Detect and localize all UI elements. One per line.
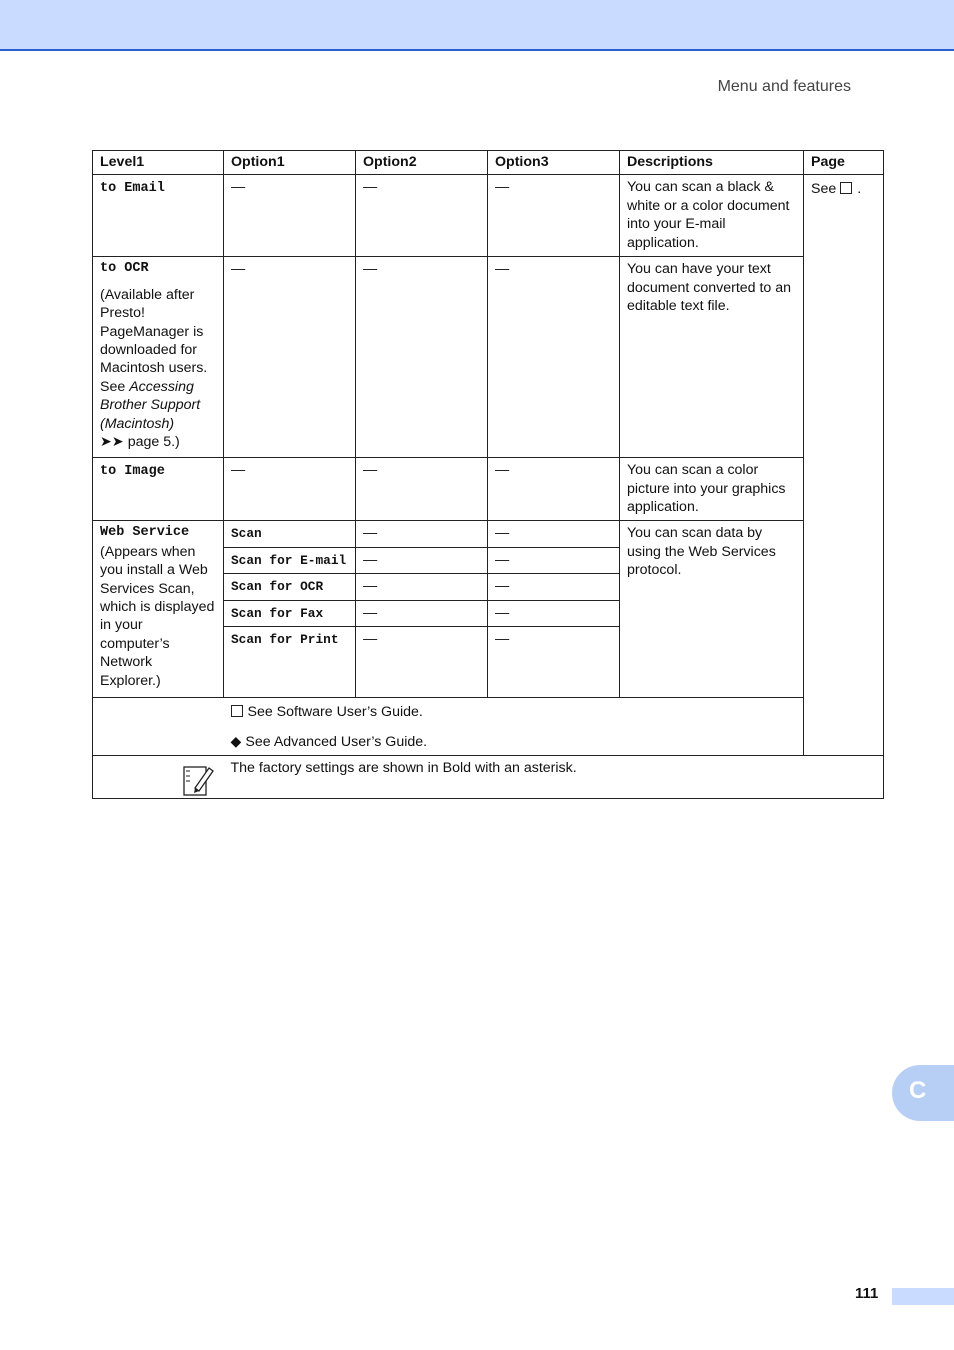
level1-value: Web Service [100,525,190,541]
dash: — [363,261,378,278]
option1-value: Scan for Fax [231,605,324,621]
column-header: Descriptions [620,151,804,175]
legend-software-text: See Software User’s Guide. [247,704,423,721]
book-icon [231,705,243,717]
menu-table [92,150,884,799]
column-header: Option3 [488,151,620,175]
dash: — [231,462,246,479]
dash: — [495,551,510,568]
legend-software [231,703,877,721]
legend-advanced [231,733,877,751]
description: You can scan a black & white or a color document into your E-mail application. [620,175,804,257]
dash: — [495,631,510,648]
dash: — [231,179,246,196]
dash: — [363,631,378,648]
dash: — [363,179,378,196]
legend-row [93,698,884,756]
note-row [93,755,884,798]
dash: — [495,462,510,479]
option1-value: Scan for OCR [231,579,324,595]
level1-value: to OCR [100,261,149,277]
note-link-text: Accessing Brother Support (Macintosh) [100,378,201,432]
table-header-row [93,151,884,175]
dash: — [363,462,378,479]
note-text: The factory settings are shown in Bold with an asterisk. [224,755,884,798]
dash: — [495,261,510,278]
column-header: Level1 [93,151,224,175]
column-header: Option1 [224,151,356,175]
chapter-tab: C [892,1065,954,1121]
dash: — [495,578,510,595]
dash: — [363,604,378,621]
note-pencil-icon [181,762,217,798]
book-icon [840,182,852,194]
page-ref-prefix: See [811,181,841,198]
level1-note [100,286,216,452]
description: You can scan a color picture into your graphics application. [620,458,804,521]
dash: — [495,525,510,542]
table-row [93,458,884,521]
table-row [93,257,884,458]
diamond-icon: ◆ [230,734,242,751]
description: You can scan data by using the Web Services protocol. [620,521,804,698]
column-header: Page [804,151,884,175]
table-row [93,521,884,547]
double-arrow-icon: ➤➤ [100,434,124,451]
level1-value: to Image [100,464,165,480]
option1-value: Scan for E-mail [231,552,347,568]
header-band [0,0,954,51]
dash: — [495,179,510,196]
legend-cell [224,698,884,756]
option1-value: Scan for Print [231,632,339,648]
page-number-bar [892,1288,954,1305]
description: You can have your text document converted to an editable text file. [620,257,804,458]
dash: — [231,261,246,278]
legend-advanced-text: See Advanced User’s Guide. [245,734,428,751]
dash: — [363,525,378,542]
column-header: Option2 [356,151,488,175]
table-row [93,175,884,257]
section-title: Menu and features [717,78,851,95]
page-ref-suffix: . [857,181,862,198]
level1-value: to Email [100,181,165,197]
page-number: 111 [855,1285,879,1302]
dash: — [363,578,378,595]
page-ref-cell [804,175,884,755]
level1-note: (Appears when you install a Web Services Scan, which is displayed in your computer’s Network Explorer.) [100,543,215,689]
dash: — [495,604,510,621]
note-text: (Available after Presto! PageManager is downloaded for Macintosh users. See [100,286,208,395]
option1-value: Scan [231,526,262,542]
note-text: page 5.) [123,434,180,451]
dash: — [363,551,378,568]
